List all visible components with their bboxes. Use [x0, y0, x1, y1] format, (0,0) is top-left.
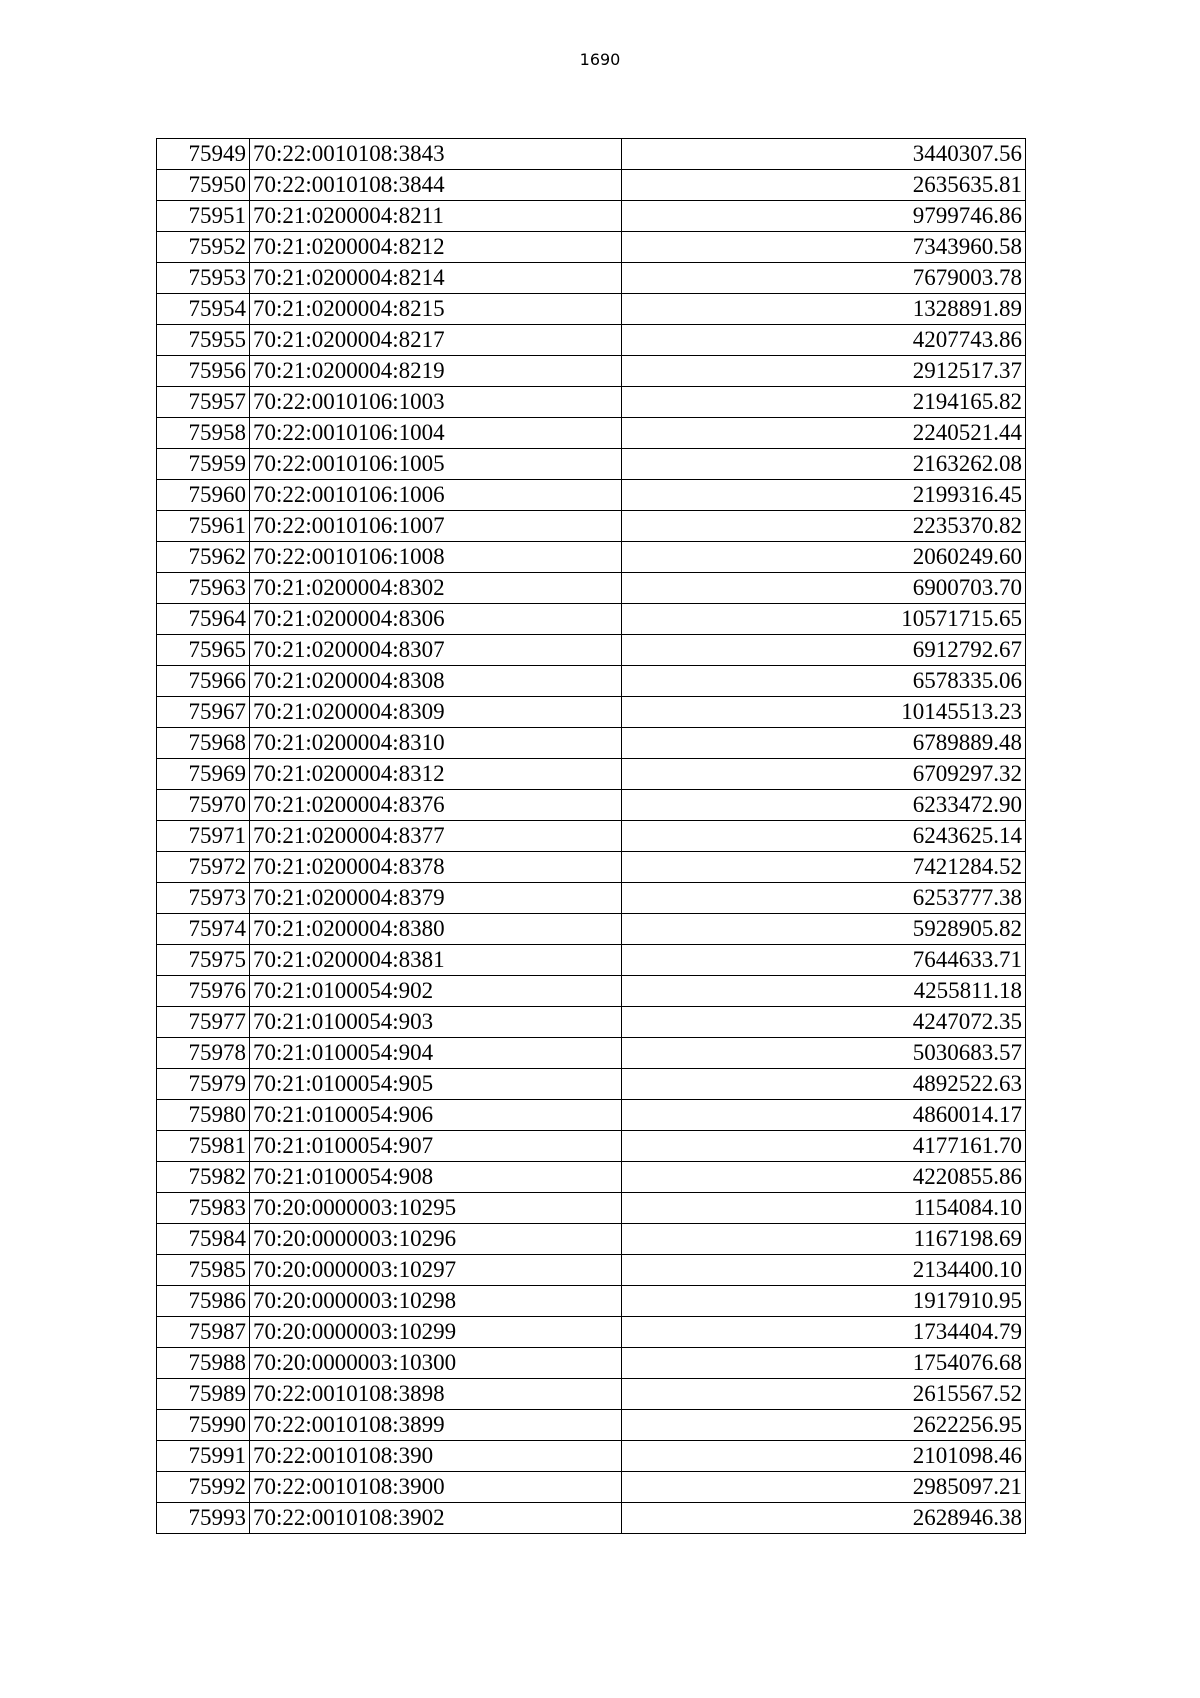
cadastral-number-cell: 70:22:0010108:3843: [250, 139, 622, 170]
cadastral-number-cell: 70:22:0010106:1003: [250, 387, 622, 418]
table-row: [157, 356, 1026, 387]
table-row: [157, 1441, 1026, 1472]
value-cell: 7644633.71: [622, 945, 1026, 976]
cadastral-number-cell: 70:21:0200004:8380: [250, 914, 622, 945]
value-cell: 6243625.14: [622, 821, 1026, 852]
table-row: [157, 604, 1026, 635]
table-row: [157, 883, 1026, 914]
value-cell: 6709297.32: [622, 759, 1026, 790]
row-number-cell: 75968: [157, 728, 250, 759]
value-cell: 2101098.46: [622, 1441, 1026, 1472]
value-cell: 1917910.95: [622, 1286, 1026, 1317]
row-number-cell: 75979: [157, 1069, 250, 1100]
cadastral-value-table: [156, 138, 1026, 1534]
value-cell: 2635635.81: [622, 170, 1026, 201]
row-number-cell: 75963: [157, 573, 250, 604]
value-cell: 2199316.45: [622, 480, 1026, 511]
value-cell: 1328891.89: [622, 294, 1026, 325]
table-row: [157, 1131, 1026, 1162]
table-row: [157, 1472, 1026, 1503]
row-number-cell: 75956: [157, 356, 250, 387]
row-number-cell: 75986: [157, 1286, 250, 1317]
row-number-cell: 75967: [157, 697, 250, 728]
table-row: [157, 263, 1026, 294]
cadastral-number-cell: 70:22:0010108:3900: [250, 1472, 622, 1503]
value-cell: 7679003.78: [622, 263, 1026, 294]
row-number-cell: 75959: [157, 449, 250, 480]
value-cell: 4207743.86: [622, 325, 1026, 356]
row-number-cell: 75966: [157, 666, 250, 697]
cadastral-number-cell: 70:22:0010108:390: [250, 1441, 622, 1472]
row-number-cell: 75991: [157, 1441, 250, 1472]
table-row: [157, 1317, 1026, 1348]
row-number-cell: 75982: [157, 1162, 250, 1193]
table-row: [157, 480, 1026, 511]
value-cell: 4177161.70: [622, 1131, 1026, 1162]
table-row: [157, 666, 1026, 697]
row-number-cell: 75985: [157, 1255, 250, 1286]
value-cell: 6789889.48: [622, 728, 1026, 759]
row-number-cell: 75949: [157, 139, 250, 170]
cadastral-number-cell: 70:22:0010108:3899: [250, 1410, 622, 1441]
row-number-cell: 75972: [157, 852, 250, 883]
row-number-cell: 75951: [157, 201, 250, 232]
table-row: [157, 790, 1026, 821]
table-row: [157, 852, 1026, 883]
cadastral-number-cell: 70:21:0200004:8302: [250, 573, 622, 604]
value-cell: 1754076.68: [622, 1348, 1026, 1379]
row-number-cell: 75976: [157, 976, 250, 1007]
row-number-cell: 75958: [157, 418, 250, 449]
table-row: [157, 697, 1026, 728]
cadastral-number-cell: 70:20:0000003:10299: [250, 1317, 622, 1348]
value-cell: 6900703.70: [622, 573, 1026, 604]
value-cell: 6233472.90: [622, 790, 1026, 821]
value-cell: 2985097.21: [622, 1472, 1026, 1503]
cadastral-number-cell: 70:20:0000003:10297: [250, 1255, 622, 1286]
cadastral-number-cell: 70:22:0010106:1004: [250, 418, 622, 449]
value-cell: 2134400.10: [622, 1255, 1026, 1286]
row-number-cell: 75954: [157, 294, 250, 325]
row-number-cell: 75984: [157, 1224, 250, 1255]
table-row: [157, 1038, 1026, 1069]
table-row: [157, 821, 1026, 852]
row-number-cell: 75983: [157, 1193, 250, 1224]
table-row: [157, 1503, 1026, 1534]
table-row: [157, 1224, 1026, 1255]
table-row: [157, 1100, 1026, 1131]
value-cell: 2912517.37: [622, 356, 1026, 387]
row-number-cell: 75990: [157, 1410, 250, 1441]
cadastral-number-cell: 70:21:0100054:905: [250, 1069, 622, 1100]
value-cell: 5928905.82: [622, 914, 1026, 945]
value-cell: 1734404.79: [622, 1317, 1026, 1348]
cadastral-number-cell: 70:22:0010108:3902: [250, 1503, 622, 1534]
value-cell: 4892522.63: [622, 1069, 1026, 1100]
table-row: [157, 387, 1026, 418]
cadastral-number-cell: 70:21:0200004:8312: [250, 759, 622, 790]
value-cell: 2235370.82: [622, 511, 1026, 542]
table-row: [157, 1193, 1026, 1224]
table-row: [157, 511, 1026, 542]
cadastral-number-cell: 70:22:0010108:3898: [250, 1379, 622, 1410]
table-row: [157, 976, 1026, 1007]
table-row: [157, 1255, 1026, 1286]
table-row: [157, 232, 1026, 263]
value-cell: 10571715.65: [622, 604, 1026, 635]
page-number: 1690: [579, 50, 621, 69]
table-row: [157, 635, 1026, 666]
row-number-cell: 75969: [157, 759, 250, 790]
value-cell: 3440307.56: [622, 139, 1026, 170]
table-row: [157, 1410, 1026, 1441]
row-number-cell: 75970: [157, 790, 250, 821]
cadastral-number-cell: 70:20:0000003:10296: [250, 1224, 622, 1255]
table-row: [157, 325, 1026, 356]
row-number-cell: 75980: [157, 1100, 250, 1131]
value-cell: 4860014.17: [622, 1100, 1026, 1131]
cadastral-number-cell: 70:21:0200004:8306: [250, 604, 622, 635]
row-number-cell: 75973: [157, 883, 250, 914]
table-row: [157, 201, 1026, 232]
table-row: [157, 1069, 1026, 1100]
table-row: [157, 139, 1026, 170]
cadastral-number-cell: 70:20:0000003:10298: [250, 1286, 622, 1317]
table-row: [157, 449, 1026, 480]
value-cell: 4220855.86: [622, 1162, 1026, 1193]
cadastral-number-cell: 70:21:0200004:8215: [250, 294, 622, 325]
value-cell: 2060249.60: [622, 542, 1026, 573]
row-number-cell: 75957: [157, 387, 250, 418]
cadastral-number-cell: 70:21:0100054:906: [250, 1100, 622, 1131]
row-number-cell: 75992: [157, 1472, 250, 1503]
row-number-cell: 75993: [157, 1503, 250, 1534]
value-cell: 9799746.86: [622, 201, 1026, 232]
value-cell: 2615567.52: [622, 1379, 1026, 1410]
row-number-cell: 75952: [157, 232, 250, 263]
cadastral-number-cell: 70:21:0200004:8214: [250, 263, 622, 294]
table-row: [157, 914, 1026, 945]
row-number-cell: 75964: [157, 604, 250, 635]
table-row: [157, 945, 1026, 976]
row-number-cell: 75953: [157, 263, 250, 294]
row-number-cell: 75960: [157, 480, 250, 511]
cadastral-number-cell: 70:21:0200004:8309: [250, 697, 622, 728]
cadastral-number-cell: 70:22:0010108:3844: [250, 170, 622, 201]
cadastral-number-cell: 70:21:0100054:904: [250, 1038, 622, 1069]
row-number-cell: 75989: [157, 1379, 250, 1410]
table-row: [157, 294, 1026, 325]
value-cell: 2163262.08: [622, 449, 1026, 480]
cadastral-number-cell: 70:21:0200004:8377: [250, 821, 622, 852]
cadastral-number-cell: 70:21:0100054:903: [250, 1007, 622, 1038]
cadastral-number-cell: 70:22:0010106:1005: [250, 449, 622, 480]
row-number-cell: 75965: [157, 635, 250, 666]
value-cell: 2628946.38: [622, 1503, 1026, 1534]
cadastral-number-cell: 70:21:0200004:8212: [250, 232, 622, 263]
row-number-cell: 75971: [157, 821, 250, 852]
cadastral-number-cell: 70:21:0200004:8381: [250, 945, 622, 976]
row-number-cell: 75974: [157, 914, 250, 945]
value-cell: 5030683.57: [622, 1038, 1026, 1069]
value-cell: 1154084.10: [622, 1193, 1026, 1224]
cadastral-number-cell: 70:21:0200004:8310: [250, 728, 622, 759]
value-cell: 2240521.44: [622, 418, 1026, 449]
row-number-cell: 75950: [157, 170, 250, 201]
row-number-cell: 75988: [157, 1348, 250, 1379]
table-row: [157, 728, 1026, 759]
value-cell: 7421284.52: [622, 852, 1026, 883]
row-number-cell: 75962: [157, 542, 250, 573]
table-row: [157, 1162, 1026, 1193]
table-row: [157, 1348, 1026, 1379]
value-cell: 2194165.82: [622, 387, 1026, 418]
value-cell: 4255811.18: [622, 976, 1026, 1007]
cadastral-number-cell: 70:21:0200004:8307: [250, 635, 622, 666]
table-row: [157, 1007, 1026, 1038]
cadastral-number-cell: 70:21:0200004:8308: [250, 666, 622, 697]
table-row: [157, 573, 1026, 604]
cadastral-number-cell: 70:21:0200004:8376: [250, 790, 622, 821]
row-number-cell: 75981: [157, 1131, 250, 1162]
value-cell: 1167198.69: [622, 1224, 1026, 1255]
cadastral-number-cell: 70:20:0000003:10295: [250, 1193, 622, 1224]
table-row: [157, 418, 1026, 449]
table-body: [157, 139, 1026, 1534]
row-number-cell: 75987: [157, 1317, 250, 1348]
table-row: [157, 1286, 1026, 1317]
cadastral-number-cell: 70:21:0200004:8378: [250, 852, 622, 883]
cadastral-number-cell: 70:22:0010106:1008: [250, 542, 622, 573]
row-number-cell: 75975: [157, 945, 250, 976]
value-cell: 6912792.67: [622, 635, 1026, 666]
table-row: [157, 542, 1026, 573]
value-cell: 6253777.38: [622, 883, 1026, 914]
cadastral-number-cell: 70:21:0200004:8217: [250, 325, 622, 356]
cadastral-number-cell: 70:20:0000003:10300: [250, 1348, 622, 1379]
row-number-cell: 75955: [157, 325, 250, 356]
cadastral-number-cell: 70:21:0100054:907: [250, 1131, 622, 1162]
table-row: [157, 1379, 1026, 1410]
value-cell: 10145513.23: [622, 697, 1026, 728]
value-cell: 4247072.35: [622, 1007, 1026, 1038]
table-row: [157, 170, 1026, 201]
cadastral-number-cell: 70:21:0200004:8219: [250, 356, 622, 387]
cadastral-number-cell: 70:21:0200004:8211: [250, 201, 622, 232]
cadastral-number-cell: 70:21:0100054:902: [250, 976, 622, 1007]
value-cell: 7343960.58: [622, 232, 1026, 263]
cadastral-number-cell: 70:22:0010106:1007: [250, 511, 622, 542]
cadastral-number-cell: 70:21:0100054:908: [250, 1162, 622, 1193]
row-number-cell: 75961: [157, 511, 250, 542]
cadastral-number-cell: 70:21:0200004:8379: [250, 883, 622, 914]
value-cell: 2622256.95: [622, 1410, 1026, 1441]
table-row: [157, 759, 1026, 790]
row-number-cell: 75977: [157, 1007, 250, 1038]
value-cell: 6578335.06: [622, 666, 1026, 697]
cadastral-number-cell: 70:22:0010106:1006: [250, 480, 622, 511]
row-number-cell: 75978: [157, 1038, 250, 1069]
